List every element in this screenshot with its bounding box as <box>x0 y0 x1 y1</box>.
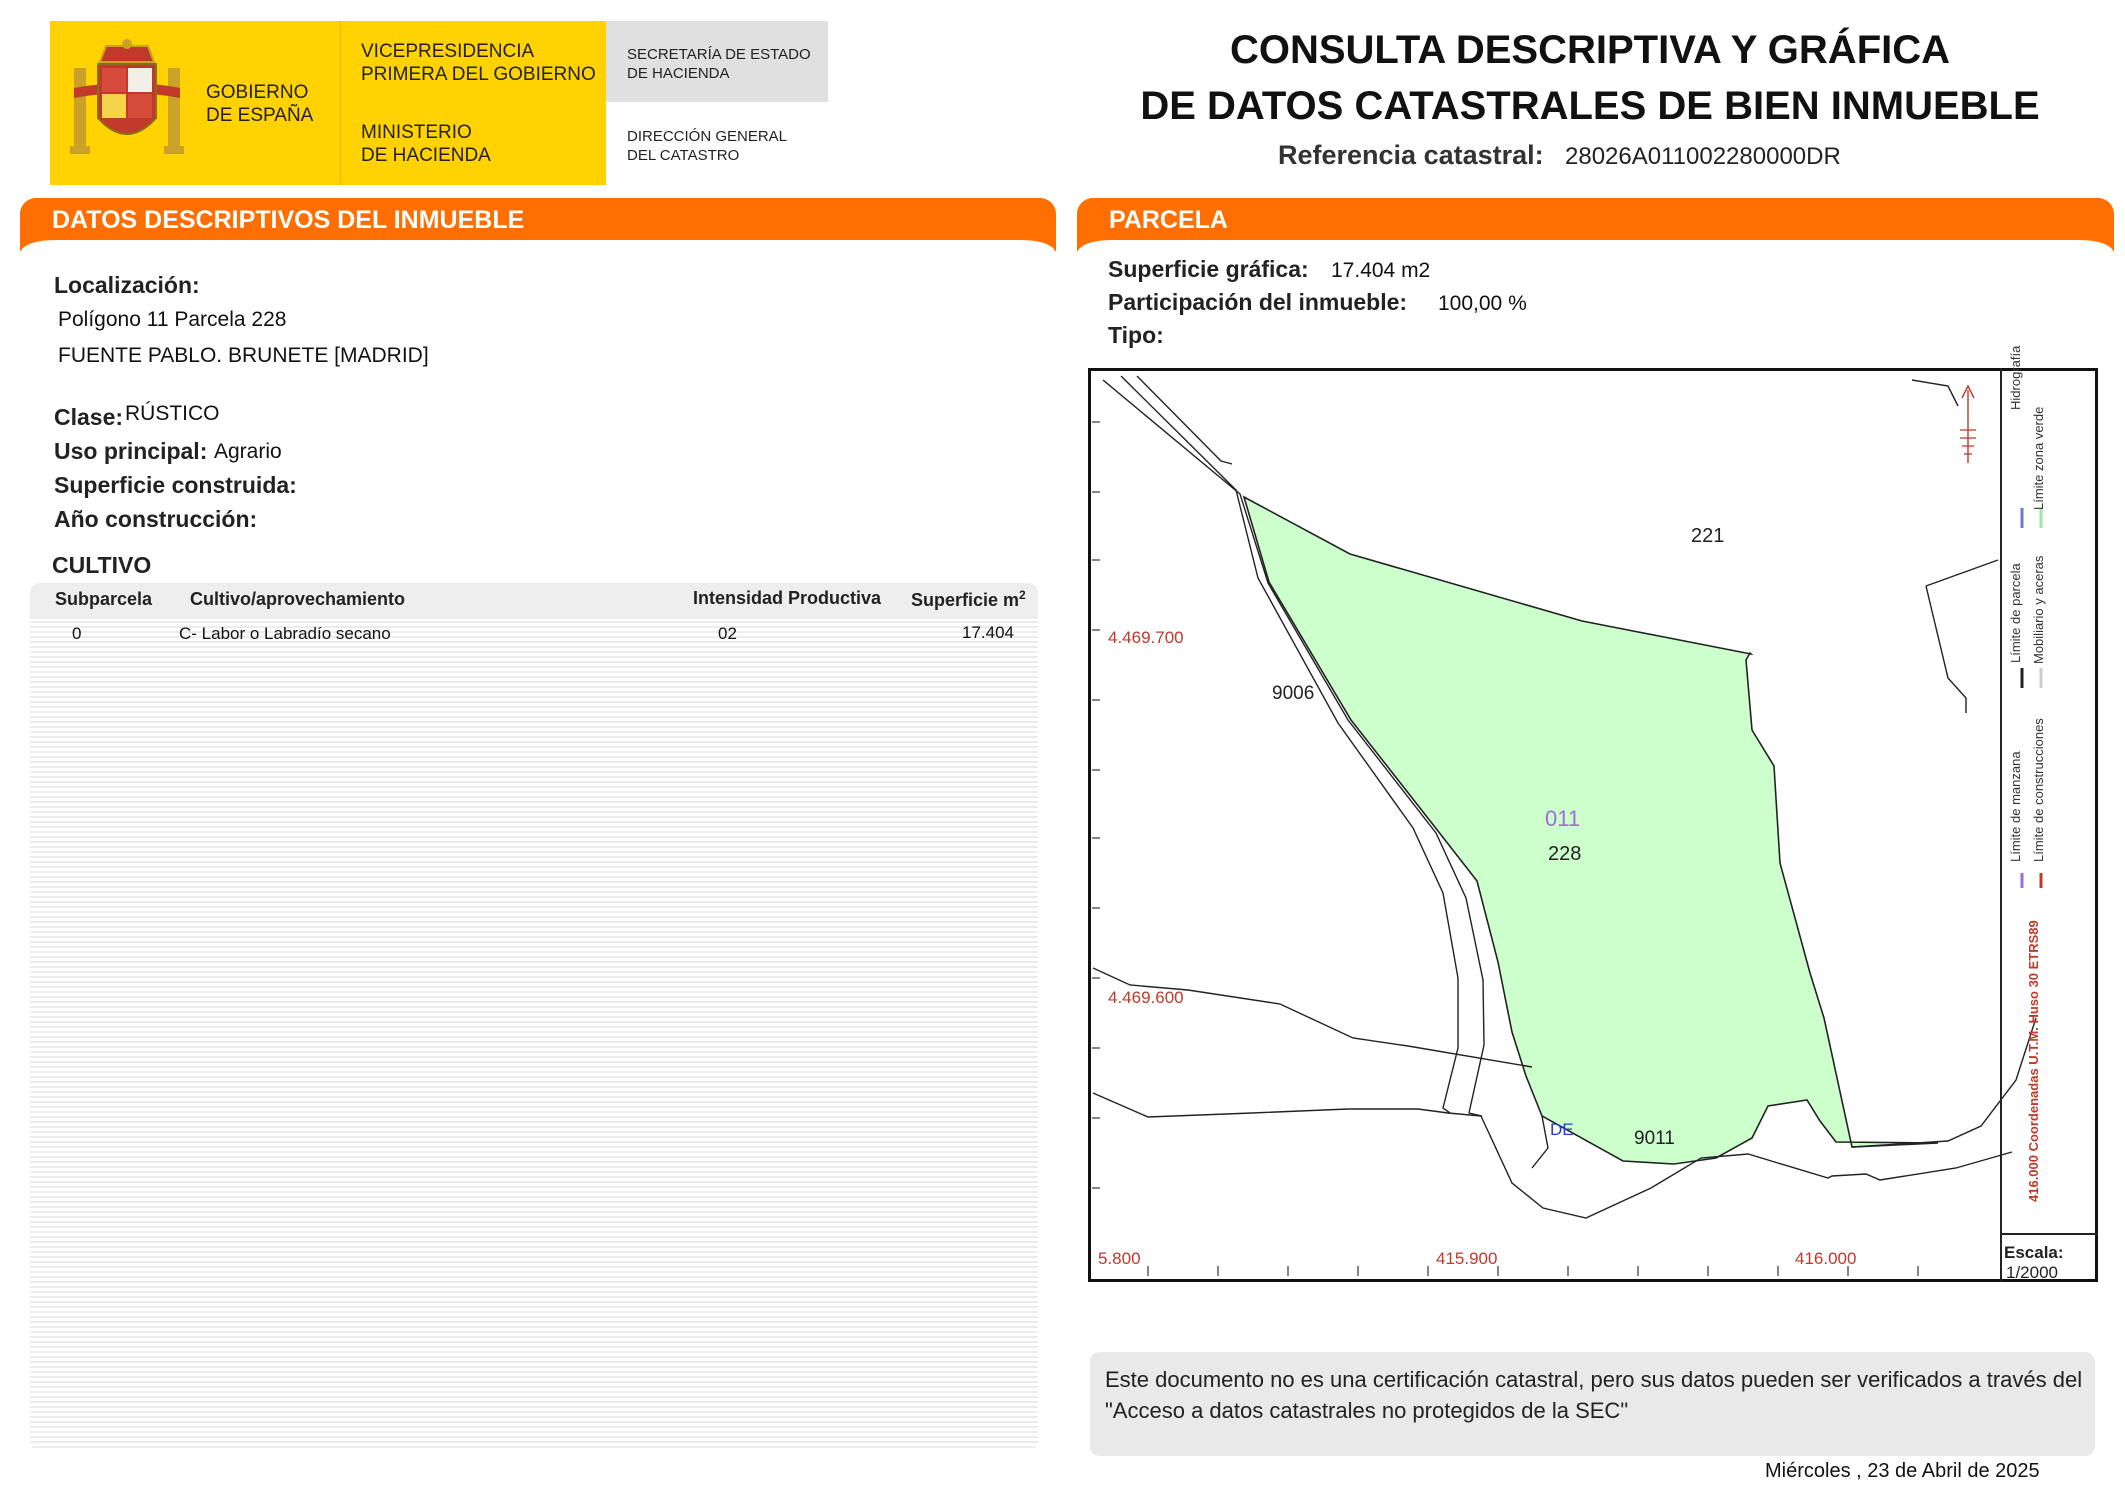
referencia-label: Referencia catastral: <box>1278 140 1544 170</box>
legend-construcciones: Límite de construcciones <box>2031 718 2046 862</box>
cultivo-table-header <box>30 583 1038 619</box>
cultivo-row-cultivo: C- Labor o Labradío secano <box>179 624 391 643</box>
secretaria-line2: DE HACIENDA <box>627 65 730 82</box>
th-subparcela: Subparcela <box>55 589 153 609</box>
superficie-grafica-value: 17.404 m2 <box>1331 259 1431 282</box>
map-label-road2: 9011 <box>1634 1128 1675 1149</box>
map-label-neighbor: 221 <box>1691 525 1725 547</box>
th-intensidad: Intensidad Productiva <box>693 588 882 608</box>
localizacion-label: Localización: <box>54 272 200 298</box>
parcela-bar-bottom-curve <box>1077 238 2114 252</box>
superficie-grafica-label: Superficie gráfica: <box>1108 256 1309 282</box>
vicepresidencia-line2: PRIMERA DEL GOBIERNO <box>361 64 596 85</box>
coord-y1: 4.469.700 <box>1108 628 1184 647</box>
coat-of-arms-icon <box>68 38 186 162</box>
parcela-bar-title: PARCELA <box>1109 206 1228 234</box>
legend-mobiliario: Mobiliario y aceras <box>2031 555 2046 664</box>
map-label-parcela: 228 <box>1548 843 1582 865</box>
coord-y2: 4.469.600 <box>1108 988 1184 1007</box>
gobierno-line2: DE ESPAÑA <box>206 105 314 126</box>
referencia-value: 28026A011002280000DR <box>1565 143 1841 170</box>
cultivo-title: CULTIVO <box>52 552 152 578</box>
datos-descriptivos-bar <box>20 198 1056 238</box>
parcela-bar <box>1077 198 2114 238</box>
title-line2: DE DATOS CATASTRALES DE BIEN INMUEBLE <box>1140 84 2040 128</box>
clase-label: Clase: <box>54 404 124 430</box>
map-label-road: 9006 <box>1272 683 1315 704</box>
legend-parcela: Límite de parcela <box>2008 563 2023 663</box>
ministerio-line1: MINISTERIO <box>361 122 472 143</box>
cultivo-row-intensidad: 02 <box>718 624 737 643</box>
cultivo-row-superficie: 17.404 <box>962 623 1014 642</box>
legend-manzana: Límite de manzana <box>2008 751 2023 862</box>
cultivo-row-subparcela: 0 <box>72 624 82 643</box>
anio-construccion-label: Año construcción: <box>54 506 258 532</box>
th-superficie <box>911 588 1026 611</box>
verification-note-text: Este documento no es una certificación catastral, pero sus datos pueden ser verificados a través del "Acceso a datos catastrales no protegidos de la SEC" <box>1105 1367 2083 1423</box>
legend-coordenadas: 416.000 Coordenadas U.T.M. Huso 30 ETRS89 <box>2026 920 2041 1202</box>
escala-value: 1/2000 <box>2006 1263 2058 1282</box>
map-drawing <box>1088 368 2098 1282</box>
localizacion-line2: FUENTE PABLO. BRUNETE [MADRID] <box>58 344 429 367</box>
superficie-construida-label: Superficie construida: <box>54 472 297 498</box>
datos-descriptivos-title: DATOS DESCRIPTIVOS DEL INMUEBLE <box>52 206 525 234</box>
coord-x0: 5.800 <box>1098 1249 1141 1268</box>
clase-value: RÚSTICO <box>125 402 220 425</box>
uso-principal-value: Agrario <box>214 440 282 463</box>
parcel-polygon <box>1244 497 1938 1164</box>
ministerio-line2: DE HACIENDA <box>361 145 491 166</box>
bar-bottom-curve <box>20 238 1056 252</box>
th-cultivo: Cultivo/aprovechamiento <box>190 589 406 609</box>
coord-x2: 416.000 <box>1795 1249 1857 1268</box>
direccion-line1: DIRECCIÓN GENERAL <box>627 128 788 145</box>
title-line1: CONSULTA DESCRIPTIVA Y GRÁFICA <box>1229 28 1951 72</box>
cultivo-table <box>30 583 1038 1451</box>
participacion-value: 100,00 % <box>1438 292 1527 315</box>
document-date: Miércoles , 23 de Abril de 2025 <box>1765 1460 2040 1482</box>
vicepresidencia-line1: VICEPRESIDENCIA <box>361 41 535 62</box>
direccion-text <box>627 127 787 165</box>
legend-hidrografia: Hidrografía <box>2008 345 2023 410</box>
uso-principal-label: Uso principal: <box>54 438 208 464</box>
gobierno-line1: GOBIERNO <box>206 82 309 103</box>
legend-zona-verde: Límite zona verde <box>2031 406 2046 510</box>
map-label-paraje: DE <box>1550 1120 1574 1139</box>
coord-x1: 415.900 <box>1436 1249 1498 1268</box>
logo-divider <box>340 21 341 185</box>
escala-label: Escala: <box>2004 1243 2064 1262</box>
gobierno-text <box>206 81 313 127</box>
participacion-label: Participación del inmueble: <box>1108 289 1408 315</box>
ministerio-text <box>361 121 491 167</box>
tipo-label: Tipo: <box>1108 322 1164 348</box>
map-label-poligono: 011 <box>1545 806 1581 831</box>
page-title <box>1100 22 2080 134</box>
secretaria-line1: SECRETARÍA DE ESTADO <box>627 46 811 63</box>
secretaria-text <box>627 45 811 83</box>
direccion-line2: DEL CATASTRO <box>627 147 740 164</box>
localizacion-line1: Polígono 11 Parcela 228 <box>58 308 287 331</box>
th-superficie-exp: 2 <box>1019 588 1026 602</box>
vicepresidencia-text <box>361 40 596 86</box>
th-superficie-text: Superficie m <box>911 590 1020 610</box>
